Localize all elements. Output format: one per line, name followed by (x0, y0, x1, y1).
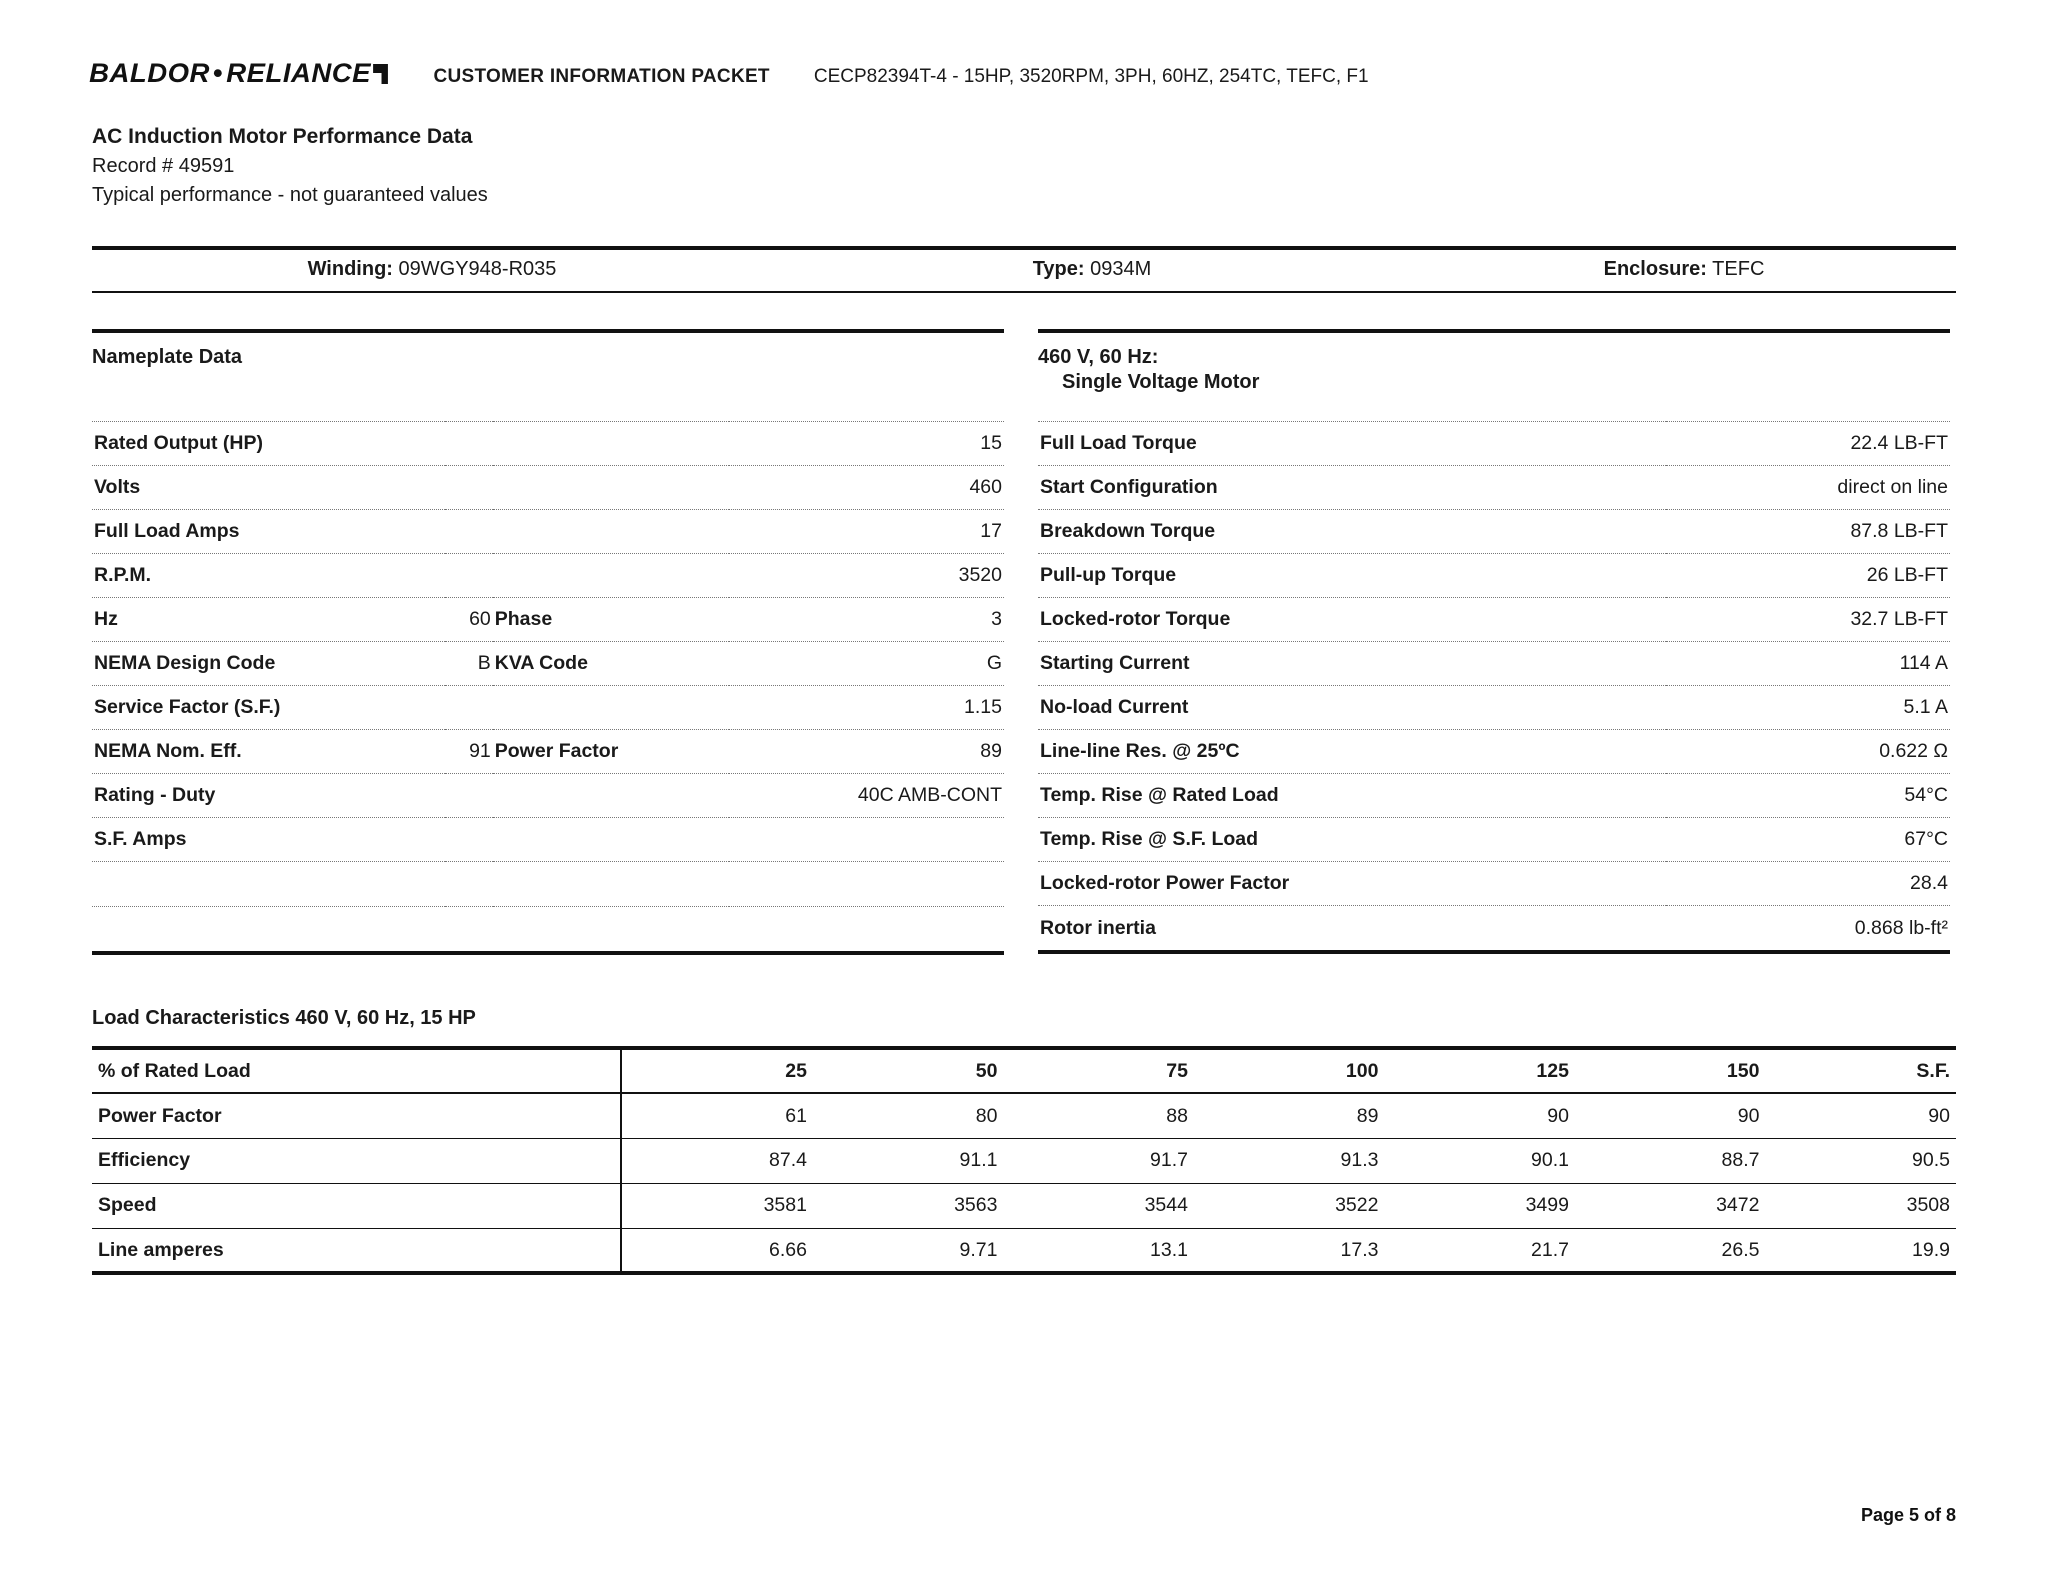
nameplate-row-mid-label (493, 686, 730, 730)
load-table-column-header: 50 (813, 1048, 1004, 1093)
load-table-cell: 61 (621, 1093, 813, 1138)
nameplate-row-mid-value (445, 466, 493, 510)
load-table-cell: 88 (1003, 1093, 1194, 1138)
nameplate-row-mid-value (445, 510, 493, 554)
load-table-cell: 19.9 (1765, 1228, 1956, 1273)
electrical-row-label: Starting Current (1038, 642, 1666, 686)
winding-cell (92, 258, 772, 281)
electrical-row-value: 87.8 LB-FT (1666, 510, 1950, 554)
electrical-row-value: 5.1 A (1666, 686, 1950, 730)
packet-description: CECP82394T-4 - 15HP, 3520RPM, 3PH, 60HZ, 254TC, TEFC, F1 (813, 66, 1369, 87)
nameplate-row (92, 554, 1004, 598)
nameplate-row-label: S.F. Amps (92, 818, 445, 862)
nameplate-empty-cell (445, 862, 493, 907)
electrical-row (1038, 642, 1950, 686)
load-table-cell: 17.3 (1194, 1228, 1385, 1273)
load-table-cell: 91.1 (813, 1138, 1004, 1183)
load-table-cell: 89 (1194, 1093, 1385, 1138)
type-cell (772, 258, 1412, 281)
nameplate-row-label: Volts (92, 466, 445, 510)
load-characteristics-table (92, 1046, 1956, 1275)
load-table-cell: 3508 (1765, 1183, 1956, 1228)
record-number: Record # 49591 (92, 155, 235, 178)
brand-reliance: RELIANCE (226, 58, 372, 88)
electrical-table (1038, 421, 1950, 950)
nameplate-row-mid-value (445, 554, 493, 598)
page-title: AC Induction Motor Performance Data (92, 125, 473, 148)
nameplate-row-label: Full Load Amps (92, 510, 445, 554)
nameplate-row-label: R.P.M. (92, 554, 445, 598)
nameplate-section (92, 329, 1004, 955)
electrical-row-label: Full Load Torque (1038, 422, 1666, 466)
electrical-row-label: No-load Current (1038, 686, 1666, 730)
nameplate-row-mid-label (493, 554, 730, 598)
nameplate-empty-cell (493, 907, 730, 952)
load-table-column-header: 125 (1384, 1048, 1575, 1093)
nameplate-row-mid-value: 91 (445, 730, 493, 774)
nameplate-row-value (729, 818, 1004, 862)
load-table-cell: 13.1 (1003, 1228, 1194, 1273)
brand-mark-icon (373, 64, 388, 84)
electrical-row-label: Temp. Rise @ Rated Load (1038, 774, 1666, 818)
electrical-row-value: 67°C (1666, 818, 1950, 862)
nameplate-row-value: 89 (729, 730, 1004, 774)
load-table-cell: 3499 (1384, 1183, 1575, 1228)
electrical-row (1038, 906, 1950, 950)
electrical-row (1038, 598, 1950, 642)
electrical-row-label: Locked-rotor Power Factor (1038, 862, 1666, 906)
nameplate-row-value: 17 (729, 510, 1004, 554)
type-label: Type: (1032, 258, 1085, 281)
electrical-row-value: 26 LB-FT (1666, 554, 1950, 598)
load-table-row (92, 1138, 1956, 1183)
load-table-cell: 90.5 (1765, 1138, 1956, 1183)
electrical-row-label: Start Configuration (1038, 466, 1666, 510)
electrical-row-label: Pull-up Torque (1038, 554, 1666, 598)
nameplate-row-mid-label: KVA Code (493, 642, 730, 686)
nameplate-row-value: 460 (729, 466, 1004, 510)
nameplate-row-mid-label (493, 510, 730, 554)
electrical-row-value: 22.4 LB-FT (1666, 422, 1950, 466)
load-table-cell: 80 (813, 1093, 1004, 1138)
nameplate-empty-cell (729, 907, 1004, 952)
nameplate-row (92, 510, 1004, 554)
load-table-cell: 3472 (1575, 1183, 1766, 1228)
load-table-cell: 3581 (621, 1183, 813, 1228)
load-table-cell: 3544 (1003, 1183, 1194, 1228)
electrical-row-value: direct on line (1666, 466, 1950, 510)
nameplate-row-mid-label (493, 422, 730, 466)
load-table-cell: 90 (1765, 1093, 1956, 1138)
electrical-row (1038, 730, 1950, 774)
nameplate-row-mid-value (445, 422, 493, 466)
nameplate-row-value: G (729, 642, 1004, 686)
load-table-cell: 21.7 (1384, 1228, 1575, 1273)
electrical-row (1038, 466, 1950, 510)
load-table-row (92, 1228, 1956, 1273)
nameplate-row-label: NEMA Design Code (92, 642, 445, 686)
load-table-cell: 26.5 (1575, 1228, 1766, 1273)
nameplate-table (92, 421, 1004, 951)
electrical-row-value: 28.4 (1666, 862, 1950, 906)
load-table-column-header: 150 (1575, 1048, 1766, 1093)
nameplate-row-mid-label (493, 466, 730, 510)
nameplate-empty-cell (92, 862, 445, 907)
electrical-row (1038, 686, 1950, 730)
nameplate-row-label: Service Factor (S.F.) (92, 686, 445, 730)
electrical-row-value: 54°C (1666, 774, 1950, 818)
nameplate-row (92, 422, 1004, 466)
nameplate-row (92, 774, 1004, 818)
nameplate-row (92, 598, 1004, 642)
page-footer: Page 5 of 8 (1860, 1505, 1956, 1525)
electrical-row-label: Temp. Rise @ S.F. Load (1038, 818, 1666, 862)
nameplate-row-value: 40C AMB-CONT (729, 774, 1004, 818)
load-table-cell: 91.3 (1194, 1138, 1385, 1183)
nameplate-row-label: NEMA Nom. Eff. (92, 730, 445, 774)
winding-summary-bar (92, 246, 1956, 293)
electrical-row-value: 0.868 lb-ft² (1666, 906, 1950, 950)
electrical-title-line2: Single Voltage Motor (1062, 371, 1260, 394)
specification-columns (92, 329, 1956, 955)
load-table-row-label: Speed (92, 1183, 621, 1228)
electrical-section (1038, 329, 1950, 955)
nameplate-row-mid-label (493, 818, 730, 862)
electrical-row (1038, 862, 1950, 906)
nameplate-row-value: 15 (729, 422, 1004, 466)
nameplate-row-label: Rated Output (HP) (92, 422, 445, 466)
load-table-column-header: 25 (621, 1048, 813, 1093)
electrical-row-label: Line-line Res. @ 25ºC (1038, 730, 1666, 774)
nameplate-row-mid-value (445, 818, 493, 862)
typical-performance-note: Typical performance - not guaranteed values (92, 184, 488, 207)
load-table-row (92, 1183, 1956, 1228)
load-table-cell: 88.7 (1575, 1138, 1766, 1183)
nameplate-row-mid-value (445, 774, 493, 818)
nameplate-row-label: Hz (92, 598, 445, 642)
winding-label: Winding: (307, 258, 393, 281)
packet-title: CUSTOMER INFORMATION PACKET (433, 66, 770, 87)
nameplate-row-mid-label: Power Factor (493, 730, 730, 774)
nameplate-empty-cell (493, 862, 730, 907)
electrical-row-value: 114 A (1666, 642, 1950, 686)
nameplate-empty-row (92, 862, 1004, 907)
load-table-cell: 6.66 (621, 1228, 813, 1273)
brand-separator-dot: • (212, 58, 224, 88)
enclosure-cell (1412, 258, 1956, 281)
electrical-row-value: 32.7 LB-FT (1666, 598, 1950, 642)
load-table-row (92, 1093, 1956, 1138)
load-table-cell: 90.1 (1384, 1138, 1575, 1183)
nameplate-row (92, 466, 1004, 510)
load-table-cell: 9.71 (813, 1228, 1004, 1273)
electrical-row (1038, 774, 1950, 818)
electrical-row-value: 0.622 Ω (1666, 730, 1950, 774)
nameplate-row-mid-label: Phase (493, 598, 730, 642)
load-table-cell: 90 (1384, 1093, 1575, 1138)
brand-baldor: BALDOR (89, 58, 210, 88)
electrical-row-label: Locked-rotor Torque (1038, 598, 1666, 642)
electrical-bottom-rule (1038, 950, 1950, 954)
type-value: 0934M (1090, 258, 1152, 281)
baldor-reliance-logo (89, 58, 388, 89)
nameplate-empty-cell (729, 862, 1004, 907)
load-table-row-label: Efficiency (92, 1138, 621, 1183)
electrical-row (1038, 510, 1950, 554)
load-table-cell: 87.4 (621, 1138, 813, 1183)
electrical-row (1038, 422, 1950, 466)
load-table-column-header: 100 (1194, 1048, 1385, 1093)
nameplate-row-mid-value: B (445, 642, 493, 686)
load-table-row-label: Line amperes (92, 1228, 621, 1273)
document-subheader (92, 122, 1956, 210)
nameplate-row (92, 642, 1004, 686)
load-table-column-header: 75 (1003, 1048, 1194, 1093)
winding-value: 09WGY948-R035 (398, 258, 557, 281)
load-characteristics-title: Load Characteristics 460 V, 60 Hz, 15 HP (92, 1007, 476, 1030)
nameplate-row-mid-label (493, 774, 730, 818)
nameplate-row (92, 686, 1004, 730)
electrical-row-label: Rotor inertia (1038, 906, 1666, 950)
load-table-cell: 3522 (1194, 1183, 1385, 1228)
electrical-title (1038, 329, 1950, 421)
nameplate-row-value: 1.15 (729, 686, 1004, 730)
electrical-row (1038, 554, 1950, 598)
load-table-cell: 91.7 (1003, 1138, 1194, 1183)
load-table-header-row (92, 1048, 1956, 1093)
nameplate-row-label: Rating - Duty (92, 774, 445, 818)
electrical-row (1038, 818, 1950, 862)
load-table-cell: 3563 (813, 1183, 1004, 1228)
nameplate-empty-cell (445, 907, 493, 952)
electrical-title-line1: 460 V, 60 Hz: (1038, 346, 1159, 369)
enclosure-label: Enclosure: (1603, 258, 1707, 281)
load-table-header-label: % of Rated Load (92, 1048, 621, 1093)
load-table-row-label: Power Factor (92, 1093, 621, 1138)
nameplate-empty-cell (92, 907, 445, 952)
nameplate-row (92, 818, 1004, 862)
nameplate-empty-row (92, 907, 1004, 952)
nameplate-row (92, 730, 1004, 774)
nameplate-bottom-rule (92, 951, 1004, 955)
document-header (89, 58, 1956, 98)
load-table-column-header: S.F. (1765, 1048, 1956, 1093)
load-table-cell: 90 (1575, 1093, 1766, 1138)
nameplate-row-mid-value (445, 686, 493, 730)
nameplate-title: Nameplate Data (92, 329, 1004, 421)
nameplate-row-value: 3520 (729, 554, 1004, 598)
enclosure-value: TEFC (1712, 258, 1765, 281)
electrical-row-label: Breakdown Torque (1038, 510, 1666, 554)
nameplate-row-mid-value: 60 (445, 598, 493, 642)
nameplate-row-value: 3 (729, 598, 1004, 642)
